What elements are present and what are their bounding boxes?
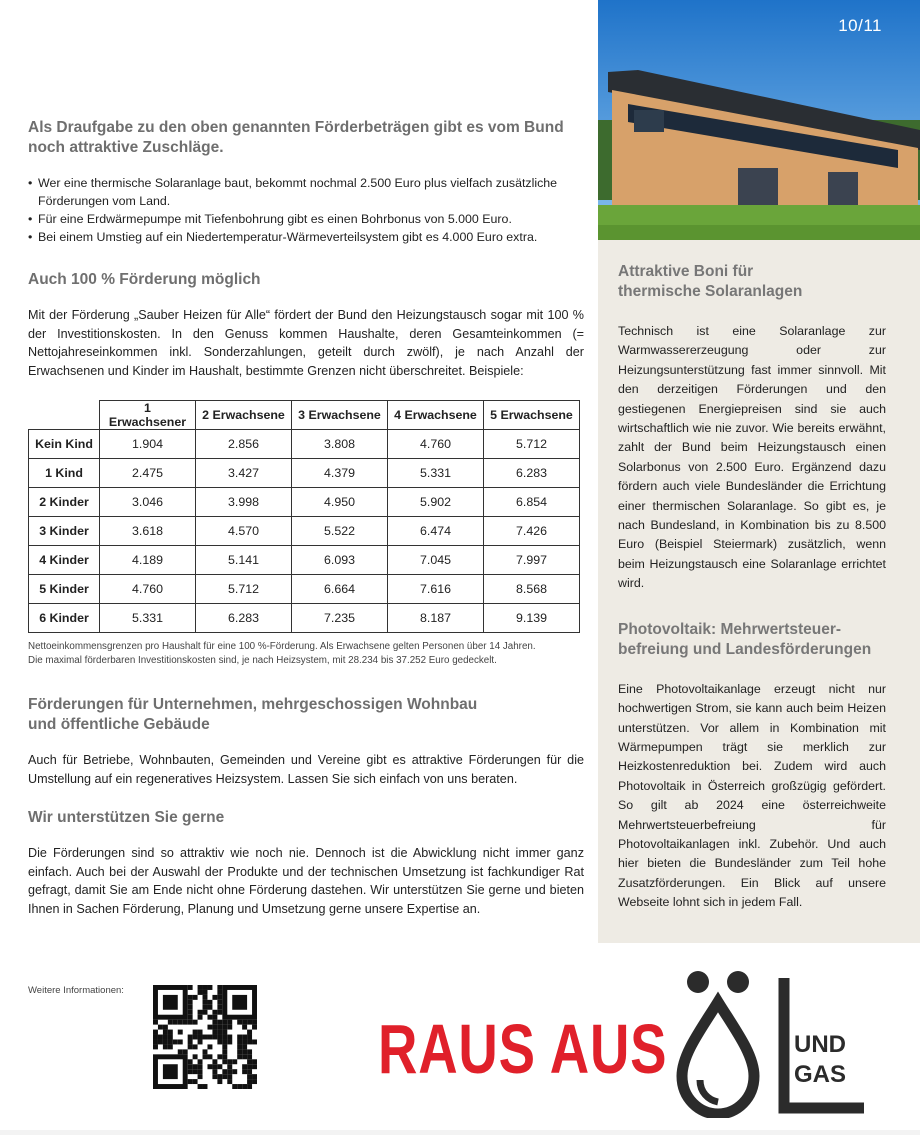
column-header: 1 Erwachsener: [100, 401, 196, 430]
table-row: [29, 459, 580, 488]
section-100-percent: [28, 270, 584, 380]
table-cell: 2.475: [100, 459, 196, 488]
table-cell: 5.331: [388, 459, 484, 488]
table-cell: 7.616: [388, 575, 484, 604]
table-cell: 6.854: [484, 488, 580, 517]
section-text: Auch für Betriebe, Wohnbauten, Gemeinden und Vereine gibt es attraktive Förderungen für die Umstellung auf ein regeneratives Heizsystem. Lassen Sie sich einfach von uns beraten.: [28, 753, 584, 786]
table-cell: 3.998: [196, 488, 292, 517]
table-cell: 7.997: [484, 546, 580, 575]
row-header: 4 Kinder: [29, 546, 100, 575]
column-header: 2 Erwachsene: [196, 401, 292, 430]
row-header: 3 Kinder: [29, 517, 100, 546]
list-item: • Für eine Erdwärmepumpe mit Tiefenbohrung gibt es einen Bohrbonus von 5.000 Euro.: [28, 210, 584, 228]
table-cell: 8.187: [388, 604, 484, 633]
table-cell: 3.427: [196, 459, 292, 488]
table-cell: 4.570: [196, 517, 292, 546]
brand-text: RAUS AUS: [378, 1010, 668, 1088]
table-cell: 6.283: [484, 459, 580, 488]
table-cell: 9.139: [484, 604, 580, 633]
pv-heading: Photovoltaik: Mehrwertsteuer- befreiung und Landesförderungen: [618, 620, 872, 658]
table-cell: 3.046: [100, 488, 196, 517]
table-cell: 2.856: [196, 430, 292, 459]
table-cell: 7.045: [388, 546, 484, 575]
table-header-row: [29, 401, 580, 430]
qr-code-icon[interactable]: [152, 985, 258, 1089]
table-row: [29, 488, 580, 517]
column-header: 5 Erwachsene: [484, 401, 580, 430]
section-business: [28, 695, 584, 788]
oil-drop-logo: [672, 968, 868, 1118]
table-cell: 5.712: [484, 430, 580, 459]
logo-und-text: UND: [794, 1031, 846, 1058]
logo-gas-text: GAS: [794, 1061, 847, 1088]
drop-highlight: [700, 1080, 718, 1102]
table-note: Nettoeinkommensgrenzen pro Haushalt für eine 100 %-Förderung. Als Erwachsene gelten Personen über 14 Jahren. Die maximal förderbaren Investitionskosten sind, je nach Heizsystem, mit 28.234 bis 37.252 Euro gedeckelt.: [28, 641, 536, 666]
section-heading: Auch 100 % Förderung möglich: [28, 271, 261, 288]
umlaut-dot-right: [727, 971, 749, 993]
column-header: 4 Erwachsene: [388, 401, 484, 430]
row-header: 1 Kind: [29, 459, 100, 488]
table-cell: 4.379: [292, 459, 388, 488]
table-cell: 4.189: [100, 546, 196, 575]
section-text: Mit der Förderung „Sauber Heizen für Alle“ fördert der Bund den Heizungstausch sogar mit 100 % der Investitionskosten. In den Genuss kommen Haushalte, deren Gesamteinkommen (= Nettojahreseinkommen inkl. Sonderzahlungen, geteilt durch zwölf), je nach Anzahl der Erwachsenen und Kinder im Haushalt, bestimmte Grenzen nicht überschreitet. Beispiele:: [28, 308, 584, 378]
solar-text: Technisch ist eine Solaranlage zur Warmwassererzeugung oder zur Heizungsunterstützung fast immer sinnvoll. Mit den derzeitigen Förderungen und den gestiegenen Energiepreisen sind sie auch wirtschaftlich wie nie zuvor. Wie bereits erwähnt, zahlt der Bund beim Heizungstausch einen Solarbonus von 2.500 Euro. Ergänzend dazu fördern auch viele Bundesländer die Errichtung einer thermischen Solaranlage. So gibt es, je nach Bundesland, in Kombination bis zu 8.500 Euro (Beispiel Steiermark) zusätzlich, wenn beim Heizungstausch eine Solaranlage errichtet wird.: [618, 324, 886, 591]
table-cell: 6.474: [388, 517, 484, 546]
row-header: Kein Kind: [29, 430, 100, 459]
info-label: Weitere Informationen:: [28, 985, 124, 996]
income-limits-table: [28, 400, 580, 633]
bottom-edge: [0, 1130, 920, 1135]
table-cell: 5.331: [100, 604, 196, 633]
table-cell: 4.760: [388, 430, 484, 459]
table-corner: [29, 401, 100, 430]
list-item: • Bei einem Umstieg auf ein Niedertemperatur-Wärmeverteilsystem gibt es 4.000 Euro extra.: [28, 228, 584, 246]
pv-text: Eine Photovoltaikanlage erzeugt nicht nur hochwertigen Strom, sie kann auch beim Heizen unterstützen. Vor allem in Kombination mit Wärmepumpen trägt sie merklich zur Heizkostenreduktion bei. Zudem wird auch Photovoltaik in Österreich großzügig gefördert. So gilt ab 2024 eine österreichweite Mehrwertsteuerbefreiung für Photovoltaikanlagen inkl. Zubehör. Und auch hier bieten die Bundesländer zum Teil hohe Zusatzförderungen. Ein Blick auf unsere Webseite lohnt sich in jedem Fall.: [618, 681, 886, 910]
table-cell: 3.618: [100, 517, 196, 546]
table-cell: 6.093: [292, 546, 388, 575]
table-row: [29, 430, 580, 459]
list-item: • Wer eine thermische Solaranlage baut, bekommt nochmal 2.500 Euro plus vielfach zusätzliche Förderungen vom Land.: [28, 174, 584, 210]
table-cell: 5.712: [196, 575, 292, 604]
table-row: [29, 575, 580, 604]
solar-heading: Attraktive Boni für thermische Solaranlagen: [618, 263, 803, 300]
umlaut-dot-left: [687, 971, 709, 993]
table-row: [29, 604, 580, 633]
solar-house-image: [598, 0, 920, 240]
section-heading: Wir unterstützen Sie gerne: [28, 809, 225, 826]
drop-icon: [682, 1002, 754, 1114]
intro-heading: Als Draufgabe zu den oben genannten Förderbeträgen gibt es vom Bund noch attraktive Zuschläge.: [28, 119, 564, 156]
row-header: 2 Kinder: [29, 488, 100, 517]
row-header: 5 Kinder: [29, 575, 100, 604]
table-cell: 6.664: [292, 575, 388, 604]
main-column: [28, 118, 584, 918]
sidebar-text: [618, 262, 886, 913]
table-body: [29, 430, 580, 633]
sidebar: [598, 0, 920, 943]
section-support: [28, 808, 584, 918]
row-header: 6 Kinder: [29, 604, 100, 633]
column-header: 3 Erwachsene: [292, 401, 388, 430]
section-text: Die Förderungen sind so attraktiv wie noch nie. Dennoch ist die Abwicklung nicht immer ganz einfach. Auch bei der Auswahl der Produkte und der technischen Umsetzung ist fachkundiger Rat gefragt, damit Sie am Ende nicht ohne Förderung dastehen. Wir unterstützen Sie gerne und bieten Ihnen in Sachen Förderung, Planung und Umsetzung gerne unsere Expertise an.: [28, 846, 584, 916]
table-cell: 7.235: [292, 604, 388, 633]
page-number: 10/11: [838, 16, 882, 35]
table-cell: 3.808: [292, 430, 388, 459]
table-row: [29, 517, 580, 546]
table-row: [29, 546, 580, 575]
house-photo: [598, 0, 920, 240]
table-cell: 6.283: [196, 604, 292, 633]
table-cell: 4.950: [292, 488, 388, 517]
table-cell: 5.902: [388, 488, 484, 517]
table-cell: 8.568: [484, 575, 580, 604]
table-cell: 4.760: [100, 575, 196, 604]
pv-section: [618, 620, 886, 913]
section-heading: Förderungen für Unternehmen, mehrgeschossigen Wohnbau und öffentliche Gebäude: [28, 696, 478, 733]
table-cell: 5.522: [292, 517, 388, 546]
bonus-list: [28, 174, 584, 246]
table-cell: 1.904: [100, 430, 196, 459]
table-cell: 7.426: [484, 517, 580, 546]
table-cell: 5.141: [196, 546, 292, 575]
